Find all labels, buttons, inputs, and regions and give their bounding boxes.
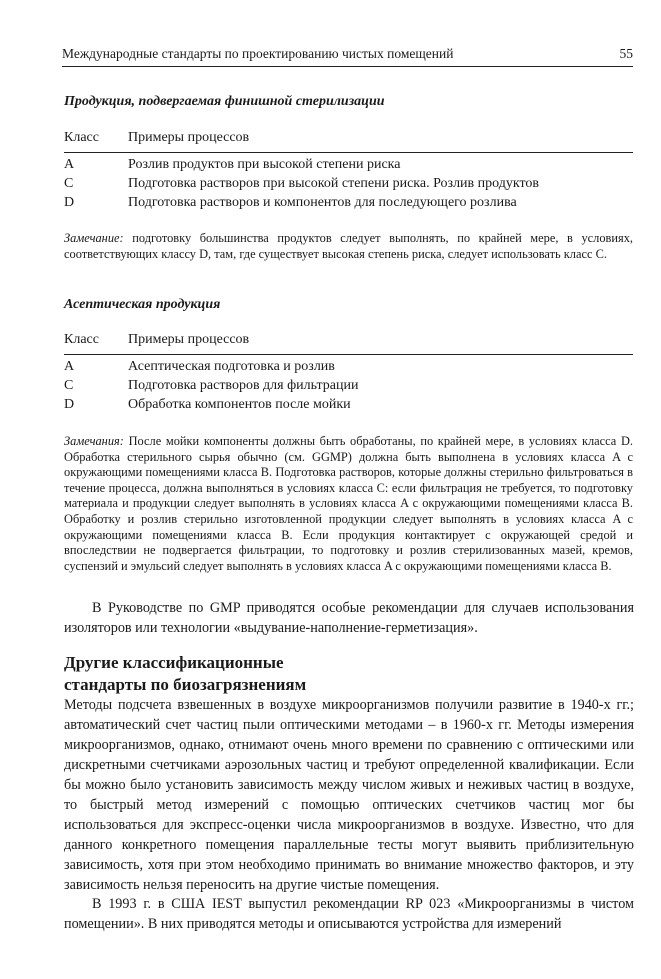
section-title-terminal-sterilization: Продукция, подвергаемая финишной стерилизации	[64, 94, 385, 109]
table-row	[64, 195, 633, 214]
table-row	[64, 378, 633, 397]
table-terminal-sterilization	[64, 130, 633, 214]
note-aseptic	[64, 434, 633, 574]
column-header-class: Класс	[64, 130, 99, 145]
column-header-examples: Примеры процессов	[128, 130, 250, 145]
section-heading	[64, 652, 306, 696]
class-cell: A	[64, 359, 75, 374]
heading-line-1: Другие классификационные	[64, 653, 284, 672]
table-row	[64, 157, 633, 176]
column-header-class: Класс	[64, 332, 99, 347]
note-text: После мойки компоненты должны быть обработаны, по крайней мере, в условиях класса D. Обработка стерильного сырья обычно (см. GGMP) должна быть выполнена в условиях класса A с окружающими помещениями класса B. Подготовка растворов, которые должны стерильно фильтроваться в течение процесса, должна выполняться в условиях класса C: если фильтрация не требуется, то подготовку материала и продукции следует выполнять в условиях класса A с окружающими помещениями класса B. Обработку и розлив стерильно изготовленной продукции следует выполнять в условиях класса A с окружающими помещениями класса B. Если продукция контактирует с окружающей средой и впоследствии не подвергается фильтрации, то подготовку и розлив стерилизованных мазей, кремов, суспензий и эмульсий следует выполнять в условиях класса A с окружающими помещениями класса B.	[64, 434, 633, 573]
process-cell: Подготовка растворов для фильтрации	[128, 378, 359, 393]
note-label: Замечание:	[64, 231, 124, 245]
class-cell: A	[64, 157, 75, 172]
process-cell: Розлив продуктов при высокой степени риска	[128, 157, 401, 172]
table-header	[64, 130, 633, 153]
heading-line-2: стандарты по биозагрязнениям	[64, 675, 307, 694]
running-header	[62, 44, 633, 67]
running-header-title: Международные стандарты по проектированию чистых помещений	[62, 46, 454, 61]
page-number: 55	[619, 46, 633, 61]
table-row	[64, 397, 633, 416]
process-cell: Подготовка растворов и компонентов для последующего розлива	[128, 195, 517, 210]
column-header-examples: Примеры процессов	[128, 332, 250, 347]
note-text: подготовку большинства продуктов следует выполнять, по крайней мере, в условиях, соответствующих классу D, там, где существует высокая степень риска, следует использовать класс C.	[64, 231, 633, 261]
section-title-aseptic: Асептическая продукция	[64, 297, 221, 312]
table-aseptic	[64, 332, 633, 416]
body-paragraph-2: В 1993 г. в США IEST выпустил рекомендации RP 023 «Микроорганизмы в чистом помещении». В них приводятся методы и описываются устройства для измерений	[64, 896, 634, 932]
class-cell: C	[64, 176, 74, 191]
class-cell: C	[64, 378, 74, 393]
class-cell: D	[64, 397, 75, 412]
table-row	[64, 359, 633, 378]
gmp-paragraph: В Руководстве по GMP приводятся особые рекомендации для случаев использования изоляторов или технологии «выдувание-наполнение-герметизация».	[64, 600, 634, 636]
table-row	[64, 176, 633, 195]
body-paragraph-1: Методы подсчета взвешенных в воздухе микроорганизмов получили развитие в 1940-х гг.; автоматический счет частиц пыли оптическими методами – в 1960-х гг. Методы измерения микроорганизмов, однако, отнимают очень много времени по сравнению с оптическими или дискретными счетчиками аэрозольных частиц и требуют определенной квалификации. Если бы можно было установить зависимость между числом живых и неживых частиц в воздухе, то быстрый метод измерений с помощью оптических счетчиков частиц мог бы использоваться для экспресс-оценки числа микроорганизмов в воздухе. Известно, что для данного конкретного помещения параллельные тесты могут выявить приблизительную зависимость, хотя при этом необходимо принимать во внимание множество факторов, и эту зависимость нельзя переносить на другие чистые помещения.	[64, 697, 634, 893]
process-cell: Асептическая подготовка и розлив	[128, 359, 335, 374]
table-header	[64, 332, 633, 355]
process-cell: Обработка компонентов после мойки	[128, 397, 351, 412]
note-terminal-sterilization	[64, 231, 633, 262]
note-label: Замечания:	[64, 434, 124, 448]
class-cell: D	[64, 195, 75, 210]
process-cell: Подготовка растворов при высокой степени риска. Розлив продуктов	[128, 176, 540, 191]
